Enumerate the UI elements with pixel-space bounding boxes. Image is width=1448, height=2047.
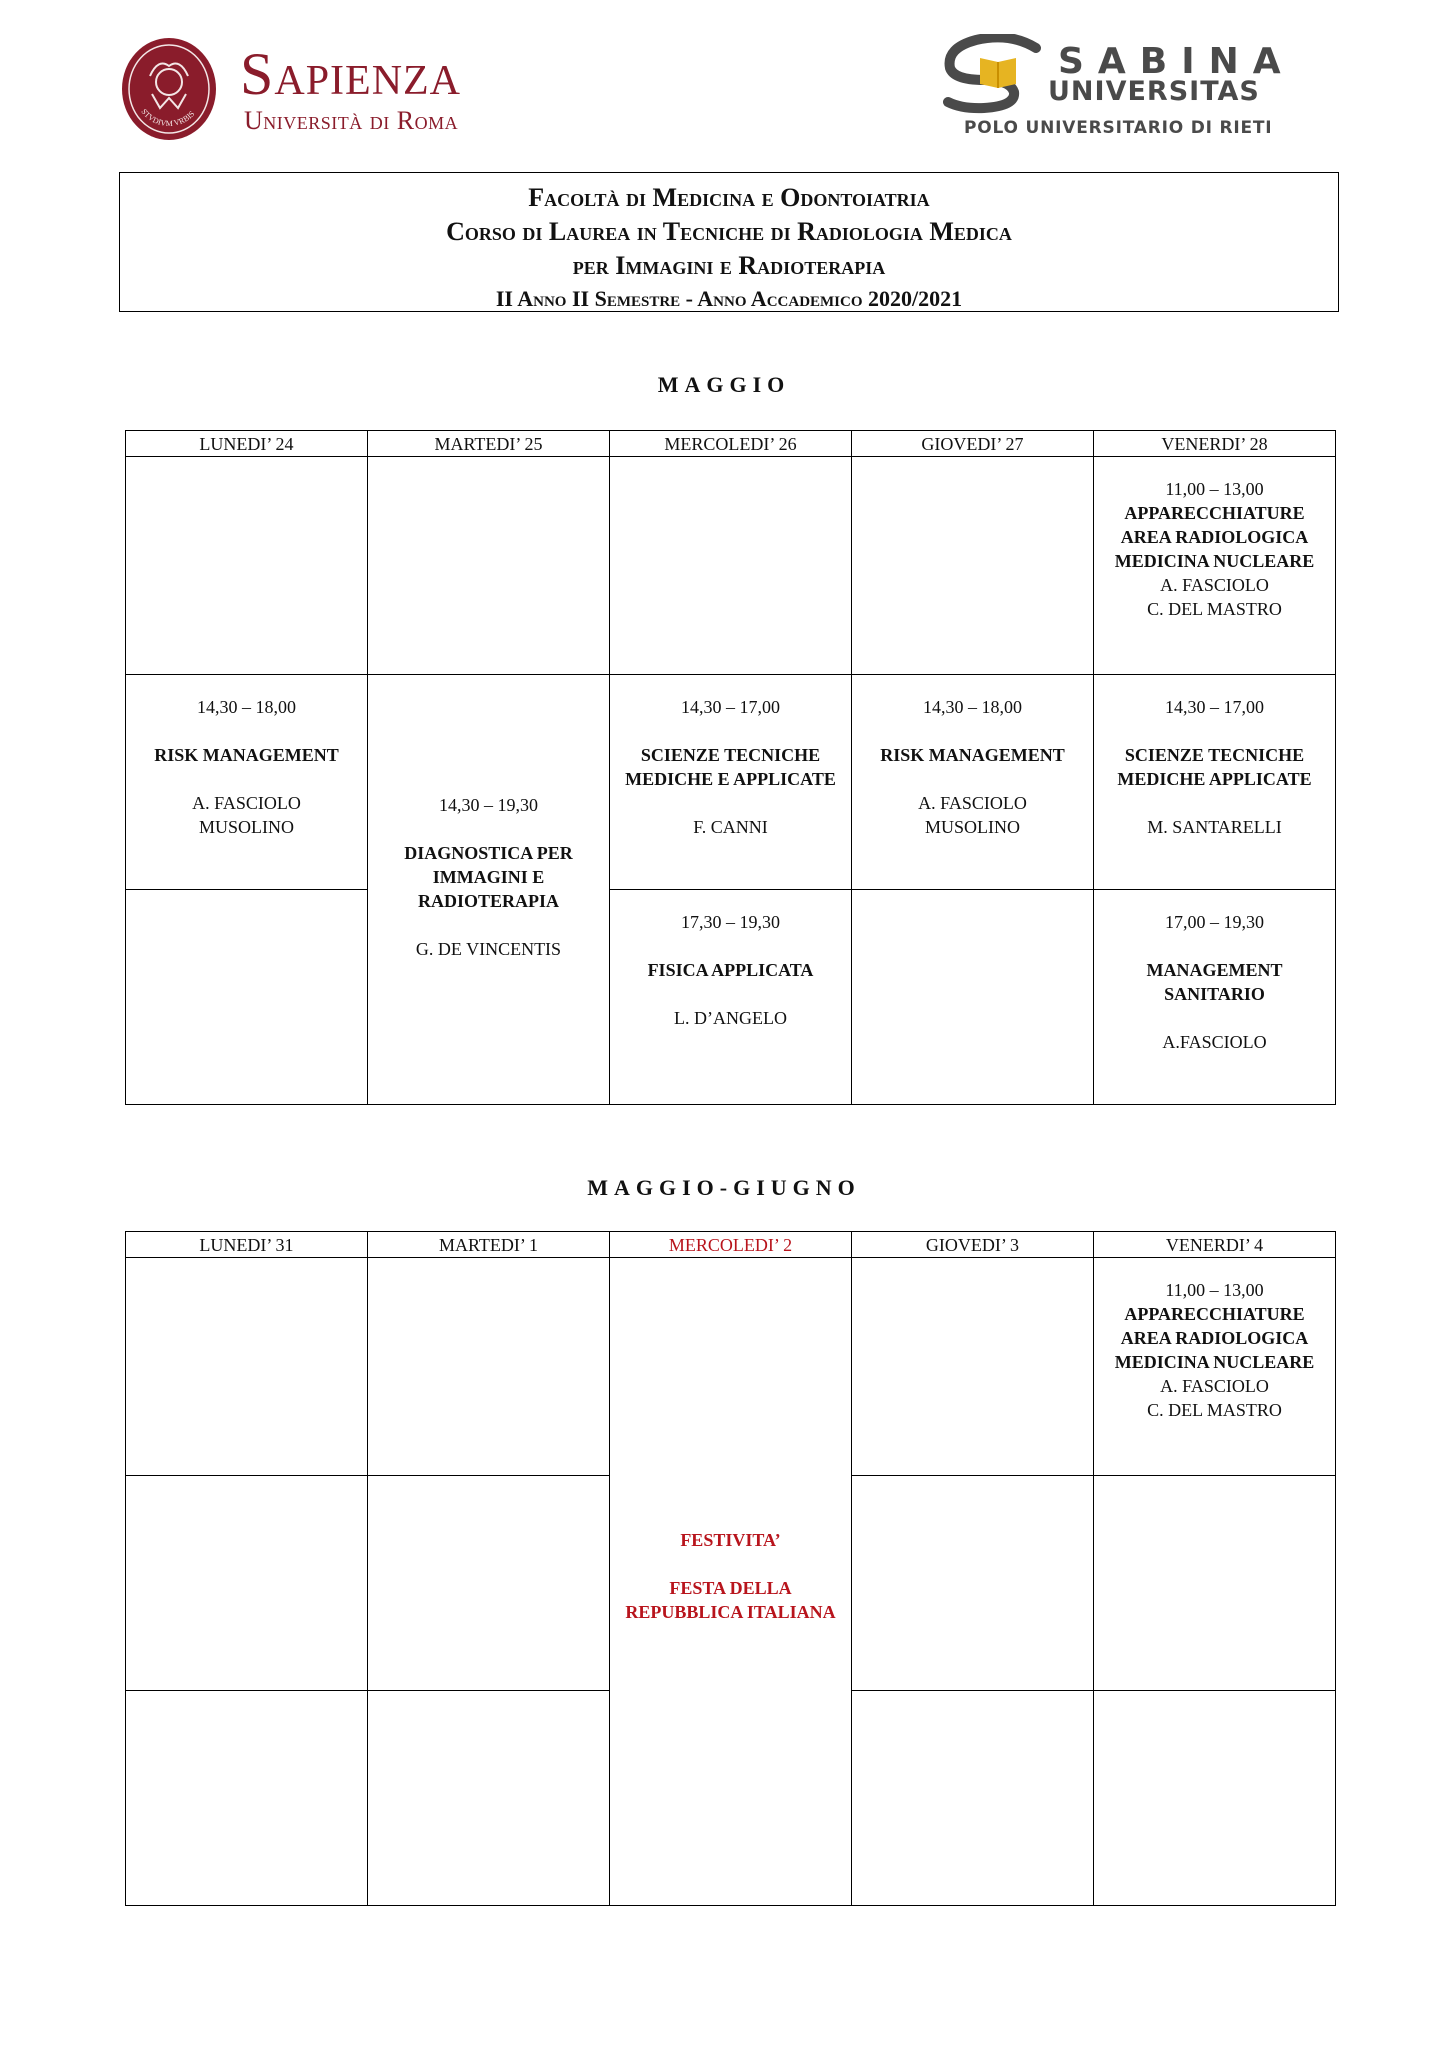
empty-cell bbox=[1094, 1476, 1336, 1691]
empty-cell bbox=[1094, 1691, 1336, 1906]
lesson-cell bbox=[1094, 890, 1336, 1105]
holiday-name: FESTA DELLA REPUBBLICA ITALIANA bbox=[625, 1578, 836, 1622]
day-header: VENERDI’ 4 bbox=[1094, 1232, 1336, 1258]
lesson-teacher: MUSOLINO bbox=[198, 817, 294, 837]
lesson-teacher: A. FASCIOLO bbox=[1160, 575, 1269, 595]
empty-cell bbox=[368, 457, 610, 675]
month-title-may-june: MAGGIO-GIUGNO bbox=[587, 1175, 861, 1200]
lesson-teacher: A. FASCIOLO bbox=[1160, 1376, 1269, 1396]
lesson-time: 14,30 – 19,30 bbox=[439, 795, 538, 815]
day-header-holiday: MERCOLEDI’ 2 bbox=[610, 1232, 852, 1258]
empty-cell bbox=[126, 1476, 368, 1691]
sapienza-logo bbox=[120, 36, 520, 146]
sabina-tagline: POLO UNIVERSITARIO DI RIETI bbox=[964, 118, 1273, 138]
lesson-time: 14,30 – 18,00 bbox=[923, 697, 1022, 717]
lesson-time: 11,00 – 13,00 bbox=[1165, 1280, 1264, 1300]
empty-cell bbox=[126, 890, 368, 1105]
lesson-subject: MANAGEMENT SANITARIO bbox=[1146, 960, 1283, 1004]
day-header: VENERDI’ 28 bbox=[1094, 431, 1336, 457]
lesson-subject: APPARECCHIATURE AREA RADIOLOGICA MEDICINA NUCLEARE bbox=[1114, 503, 1315, 571]
lesson-teacher: F. CANNI bbox=[693, 817, 768, 837]
sabina-name: SABINA bbox=[1058, 41, 1295, 82]
faculty-title: Facoltà di Medicina e Odontoiatria bbox=[528, 183, 930, 212]
lesson-cell bbox=[610, 890, 852, 1105]
lesson-subject: SCIENZE TECNICHE MEDICHE APPLICATE bbox=[1117, 745, 1312, 789]
lesson-teacher: MUSOLINO bbox=[924, 817, 1020, 837]
lesson-cell bbox=[126, 675, 368, 890]
empty-cell bbox=[126, 1691, 368, 1906]
lesson-subject: FISICA APPLICATA bbox=[647, 960, 814, 980]
empty-cell bbox=[852, 890, 1094, 1105]
academic-year: II Anno II Semestre - Anno Accademico 2020/2021 bbox=[495, 286, 963, 311]
empty-cell bbox=[368, 1258, 610, 1476]
day-header: MERCOLEDI’ 26 bbox=[610, 431, 852, 457]
lesson-teacher: C. DEL MASTRO bbox=[1147, 599, 1282, 619]
lesson-time: 17,30 – 19,30 bbox=[681, 912, 780, 932]
lesson-teacher: A.FASCIOLO bbox=[1162, 1032, 1267, 1052]
lesson-cell bbox=[368, 675, 610, 1105]
lesson-subject: APPARECCHIATURE AREA RADIOLOGICA MEDICINA NUCLEARE bbox=[1114, 1304, 1315, 1372]
sapienza-name: Sapienza bbox=[240, 41, 462, 107]
schedule-table-may-june bbox=[125, 1231, 1336, 1906]
lesson-time: 17,00 – 19,30 bbox=[1165, 912, 1264, 932]
lesson-cell bbox=[610, 675, 852, 890]
lesson-cell bbox=[852, 675, 1094, 890]
lesson-time: 11,00 – 13,00 bbox=[1165, 479, 1264, 499]
day-header: LUNEDI’ 24 bbox=[126, 431, 368, 457]
month-title-may: MAGGIO bbox=[657, 372, 791, 397]
table-row-morning bbox=[126, 1258, 1336, 1476]
lesson-subject: RISK MANAGEMENT bbox=[880, 745, 1065, 765]
empty-cell bbox=[368, 1691, 610, 1906]
lesson-time: 14,30 – 17,00 bbox=[1165, 697, 1264, 717]
lesson-teacher: C. DEL MASTRO bbox=[1147, 1400, 1282, 1420]
holiday-label: FESTIVITA’ bbox=[680, 1530, 781, 1550]
sabina-subname: UNIVERSITAS bbox=[1048, 76, 1260, 107]
lesson-teacher: G. DE VINCENTIS bbox=[415, 939, 562, 959]
empty-cell bbox=[852, 1476, 1094, 1691]
sabina-logo bbox=[940, 34, 1300, 144]
lesson-subject: RISK MANAGEMENT bbox=[154, 745, 339, 765]
schedule-table-may bbox=[125, 430, 1336, 1105]
sapienza-subtitle: Università di Roma bbox=[244, 106, 459, 135]
empty-cell bbox=[852, 457, 1094, 675]
empty-cell bbox=[126, 457, 368, 675]
lesson-cell bbox=[1094, 1258, 1336, 1476]
holiday-cell bbox=[610, 1258, 852, 1906]
sabina-book-icon bbox=[940, 34, 1050, 114]
lesson-subject: SCIENZE TECNICHE MEDICHE E APPLICATE bbox=[625, 745, 836, 789]
day-header: GIOVEDI’ 3 bbox=[852, 1232, 1094, 1258]
day-header: MARTEDI’ 25 bbox=[368, 431, 610, 457]
table-header-row bbox=[126, 431, 1336, 457]
lesson-subject: DIAGNOSTICA PER IMMAGINI E RADIOTERAPIA bbox=[404, 843, 573, 911]
empty-cell bbox=[126, 1258, 368, 1476]
day-header: LUNEDI’ 31 bbox=[126, 1232, 368, 1258]
table-row-afternoon-1 bbox=[126, 675, 1336, 890]
table-header-row bbox=[126, 1232, 1336, 1258]
lesson-cell bbox=[1094, 675, 1336, 890]
lesson-teacher: L. D’ANGELO bbox=[674, 1008, 787, 1028]
table-row-morning bbox=[126, 457, 1336, 675]
course-title-cont: per Immagini e Radioterapia bbox=[572, 251, 886, 280]
day-header: MARTEDI’ 1 bbox=[368, 1232, 610, 1258]
sapienza-seal-icon bbox=[120, 36, 218, 142]
table-row-afternoon-2 bbox=[126, 890, 1336, 1105]
lesson-time: 14,30 – 18,00 bbox=[197, 697, 296, 717]
empty-cell bbox=[368, 1476, 610, 1691]
empty-cell bbox=[852, 1258, 1094, 1476]
course-title: Corso di Laurea in Tecniche di Radiologia Medica bbox=[446, 217, 1012, 246]
lesson-teacher: A. FASCIOLO bbox=[192, 793, 301, 813]
lesson-teacher: A. FASCIOLO bbox=[918, 793, 1027, 813]
day-header: GIOVEDI’ 27 bbox=[852, 431, 1094, 457]
lesson-teacher: M. SANTARELLI bbox=[1147, 817, 1282, 837]
lesson-cell bbox=[1094, 457, 1336, 675]
svg-text:STVDIVM VRBIS: STVDIVM VRBIS bbox=[139, 107, 197, 129]
lesson-time: 14,30 – 17,00 bbox=[681, 697, 780, 717]
empty-cell bbox=[610, 457, 852, 675]
empty-cell bbox=[852, 1691, 1094, 1906]
header-box bbox=[119, 172, 1339, 312]
